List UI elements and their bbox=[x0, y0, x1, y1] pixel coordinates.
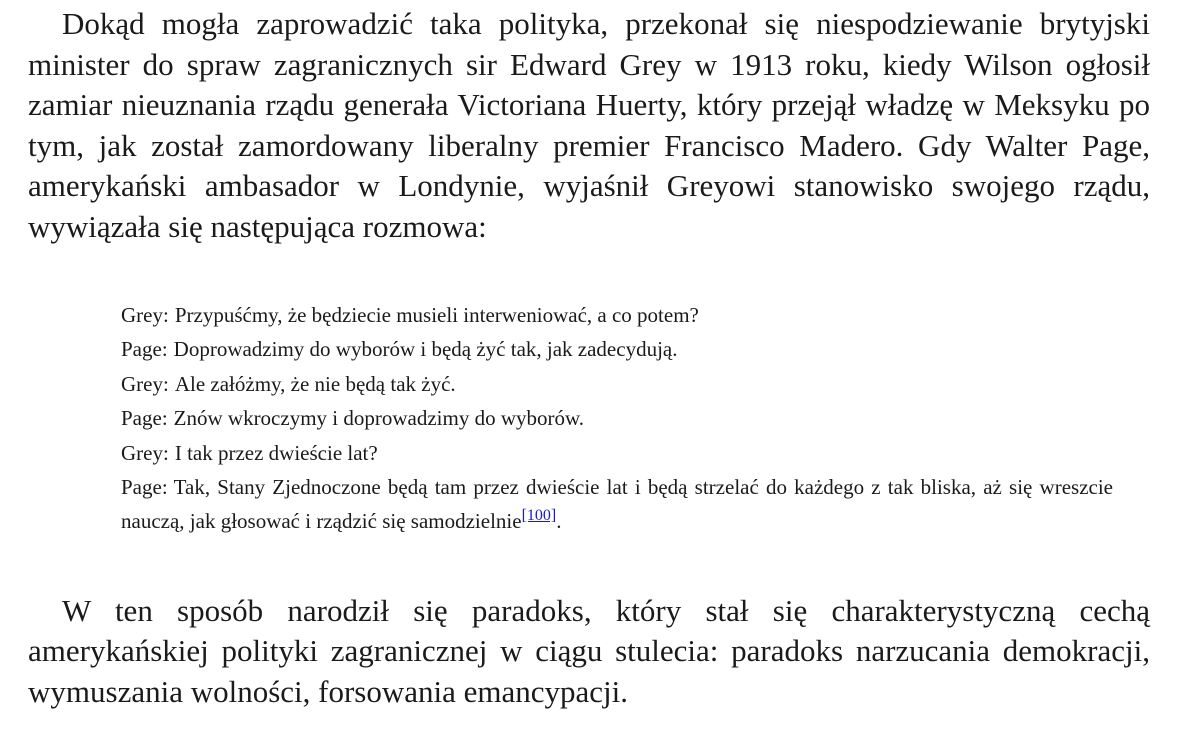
dialogue-line bbox=[121, 401, 1113, 435]
dialogue-text: Ale załóżmy, że nie będą tak żyć. bbox=[174, 371, 456, 396]
speaker-label: Grey: bbox=[121, 303, 169, 327]
document-page bbox=[28, 4, 1150, 712]
footnote-link[interactable]: [100] bbox=[521, 507, 557, 525]
dialogue-line bbox=[121, 298, 1113, 332]
dialogue-line bbox=[121, 367, 1113, 401]
speaker-label: Grey: bbox=[121, 371, 169, 396]
speaker-label: Page: bbox=[121, 475, 168, 500]
dialogue-text: I tak przez dwieście lat? bbox=[174, 440, 378, 465]
dialogue-text: Doprowadzimy do wyborów i będą żyć tak, jak zadecydują. bbox=[173, 337, 678, 362]
dialogue-line bbox=[121, 436, 1113, 470]
dialogue-end-punctuation: . bbox=[556, 509, 562, 534]
dialogue-text: Znów wkroczymy i doprowadzimy do wyborów. bbox=[173, 406, 585, 431]
speaker-label: Page: bbox=[121, 337, 168, 362]
speaker-label: Page: bbox=[121, 406, 168, 431]
body-paragraph-2: W ten sposób narodził się paradoks, który stał się charakterystyczną cechą amerykańskiej polityki zagranicznej w ciągu stulecia: paradoks narzucania demokracji, wymuszania wolności, forsowania emancypacji. bbox=[28, 592, 1150, 709]
dialogue-block bbox=[121, 298, 1113, 539]
dialogue-text: Przypuśćmy, że będziecie musieli interweniować, a co potem? bbox=[174, 303, 699, 327]
dialogue-text: Tak, Stany Zjednoczone będą tam przez dwieście lat i będą strzelać do każdego z tak bliska, aż się wreszcie nauczą, jak głosować i rządzić się samodzielnie bbox=[121, 475, 1113, 534]
dialogue-line bbox=[121, 470, 1113, 539]
speaker-label: Grey: bbox=[121, 440, 169, 465]
body-paragraph-1: Dokąd mogła zaprowadzić taka polityka, przekonał się niespodziewanie brytyjski minister do spraw zagranicznych sir Edward Grey w 1913 roku, kiedy Wilson ogłosił zamiar nieuznania rządu generała Victoriana Huerty, który przejął władzę w Meksyku po tym, jak został zamordowany liberalny premier Francisco Madero. Gdy Walter Page, amerykański ambasador w Londynie, wyjaśnił Greyowi stanowisko swojego rządu, wywiązała się następująca rozmowa: bbox=[28, 6, 1150, 244]
dialogue-line bbox=[121, 332, 1113, 366]
